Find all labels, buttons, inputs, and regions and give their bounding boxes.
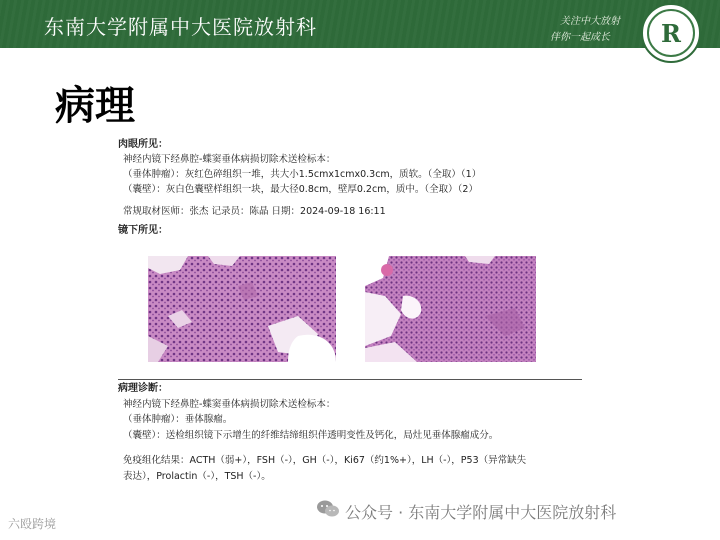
gross-line-1: 神经内镜下经鼻腔-蝶窦垂体病损切除术送检标本：	[123, 154, 336, 165]
ihc-line-2: 表达），Prolactin（-），TSH（-）。	[123, 470, 271, 482]
micrograph-image-2	[365, 256, 536, 362]
diagnosis-line-1: 神经内镜下经鼻腔-蝶窦垂体病损切除术送检标本：	[123, 398, 336, 410]
section-divider	[118, 379, 582, 380]
header-title: 东南大学附属中大医院放射科	[44, 15, 317, 39]
diagnosis-line-2: （垂体肿瘤）：垂体腺瘤。	[123, 414, 233, 425]
micrograph-image-1	[148, 256, 336, 362]
diagnosis-heading: 病理诊断：	[118, 383, 168, 394]
wechat-icon	[316, 500, 340, 518]
logo-letter: R	[661, 19, 681, 48]
diagnosis-line-3: （囊壁）：送检组织镜下示增生的纤维结缔组织伴透明变性及钙化，局灶见垂体腺瘤成分。	[123, 429, 499, 441]
gross-line-4: 常规取材医师：张杰 记录员：陈晶 日期：2024-09-18 16:11	[123, 206, 386, 217]
slide-title: 病理	[55, 83, 135, 129]
gross-heading: 肉眼所见：	[118, 139, 168, 150]
watermark-text: 公众号 · 东南大学附属中大医院放射科	[345, 503, 617, 522]
gross-section	[118, 137, 588, 238]
gross-line-2: （垂体肿瘤）：灰红色碎组织一堆，共大小1.5cmx1cmx0.3cm，质软。（全取）（1）	[123, 169, 482, 180]
slogan-line-2: 伴你一起成长	[550, 32, 610, 43]
slogan-line-1: 关注中大放射	[560, 16, 620, 27]
micro-heading: 镜下所见：	[118, 225, 168, 236]
diagnosis-section	[118, 381, 588, 484]
hospital-logo	[641, 3, 701, 63]
corner-watermark: 六殴跨境	[8, 517, 57, 531]
ihc-line-1: 免疫组化结果：ACTH（弱+），FSH（-），GH（-），Ki67（约1%+），LH（-），P53（异常缺失	[123, 455, 527, 466]
gross-line-3: （囊壁）：灰白色囊壁样组织一块，最大径0.8cm，壁厚0.2cm，质中。（全取）（2）	[123, 184, 478, 195]
header-bar	[0, 0, 720, 48]
